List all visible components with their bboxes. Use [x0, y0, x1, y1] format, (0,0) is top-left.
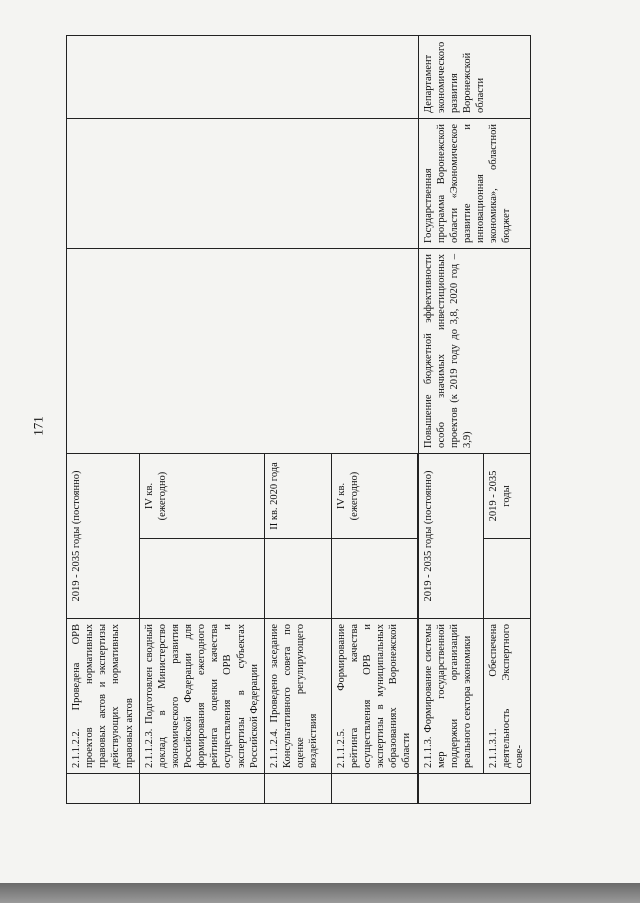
cell-empty [139, 539, 264, 619]
cell-activity: 2.1.1.3. Формирование системы мер государственной поддержки организаций реального сектора экономики [418, 619, 483, 774]
cell-period: II кв. 2020 года [264, 454, 331, 539]
cell-activity: 2.1.1.2.2. Проведена ОРВ проектов нормативных правовых актов и экспертизы действующих нормативных правовых актов [67, 619, 140, 774]
cell-program: Государственная программа Воронежской области «Экономическое развитие и инновационная экономика», областной бюджет [418, 119, 530, 249]
table-row-top [67, 36, 140, 804]
cell-period: 2019 - 2035 годы (постоянно) [67, 454, 140, 619]
table-row [418, 36, 483, 804]
cell-blank-left [139, 774, 264, 804]
cell-blank-left [67, 774, 140, 804]
cell-blank-left [331, 774, 417, 804]
cell-period: 2019 - 2035 годы [483, 454, 530, 539]
plan-table-frame [66, 36, 525, 804]
cell-activity: 2.1.1.2.4. Проведено заседание Консультативного совета по оценке регулирующего воздействия [264, 619, 331, 774]
cell-program-empty [67, 119, 419, 249]
cell-indicator: Повышение бюджетной эффективности особо значимых инвестиционных проектов (к 2019 году до 3,8, 2020 год – 3,9) [418, 249, 530, 454]
cell-period: IV кв. (ежегодно) [331, 454, 417, 539]
cell-activity: 2.1.1.2.5. Формирование рейтинга качества осуществления ОРВ и экспертизы в муниципальных образованиях Воронежской области [331, 619, 417, 774]
cell-empty [331, 539, 417, 619]
cell-period: IV кв. (ежегодно) [139, 454, 264, 539]
cell-blank-left [264, 774, 331, 804]
scan-edge-shadow [0, 883, 640, 903]
cell-activity: 2.1.1.3.1. Обеспечена деятельность Экспертного сове- [483, 619, 530, 774]
plan-table [66, 35, 531, 804]
cell-empty [483, 539, 530, 619]
cell-activity: 2.1.1.2.3. Подготовлен сводный доклад в Министерство экономического развития Российской Федерации для формирования ежегодного рейтинга оценки качества осуществления ОРВ и экспертизы в субъектах Российской Федерации [139, 619, 264, 774]
cell-blank-left [418, 774, 530, 804]
page-number: 171 [30, 416, 46, 436]
cell-department-empty [67, 36, 419, 119]
plan-table-rotated [66, 36, 525, 804]
cell-period: 2019 - 2035 годы (постоянно) [418, 454, 483, 619]
cell-empty [264, 539, 331, 619]
cell-department: Департамент экономического развития Воронежской области [418, 36, 530, 119]
cell-indicator-empty [67, 249, 419, 454]
